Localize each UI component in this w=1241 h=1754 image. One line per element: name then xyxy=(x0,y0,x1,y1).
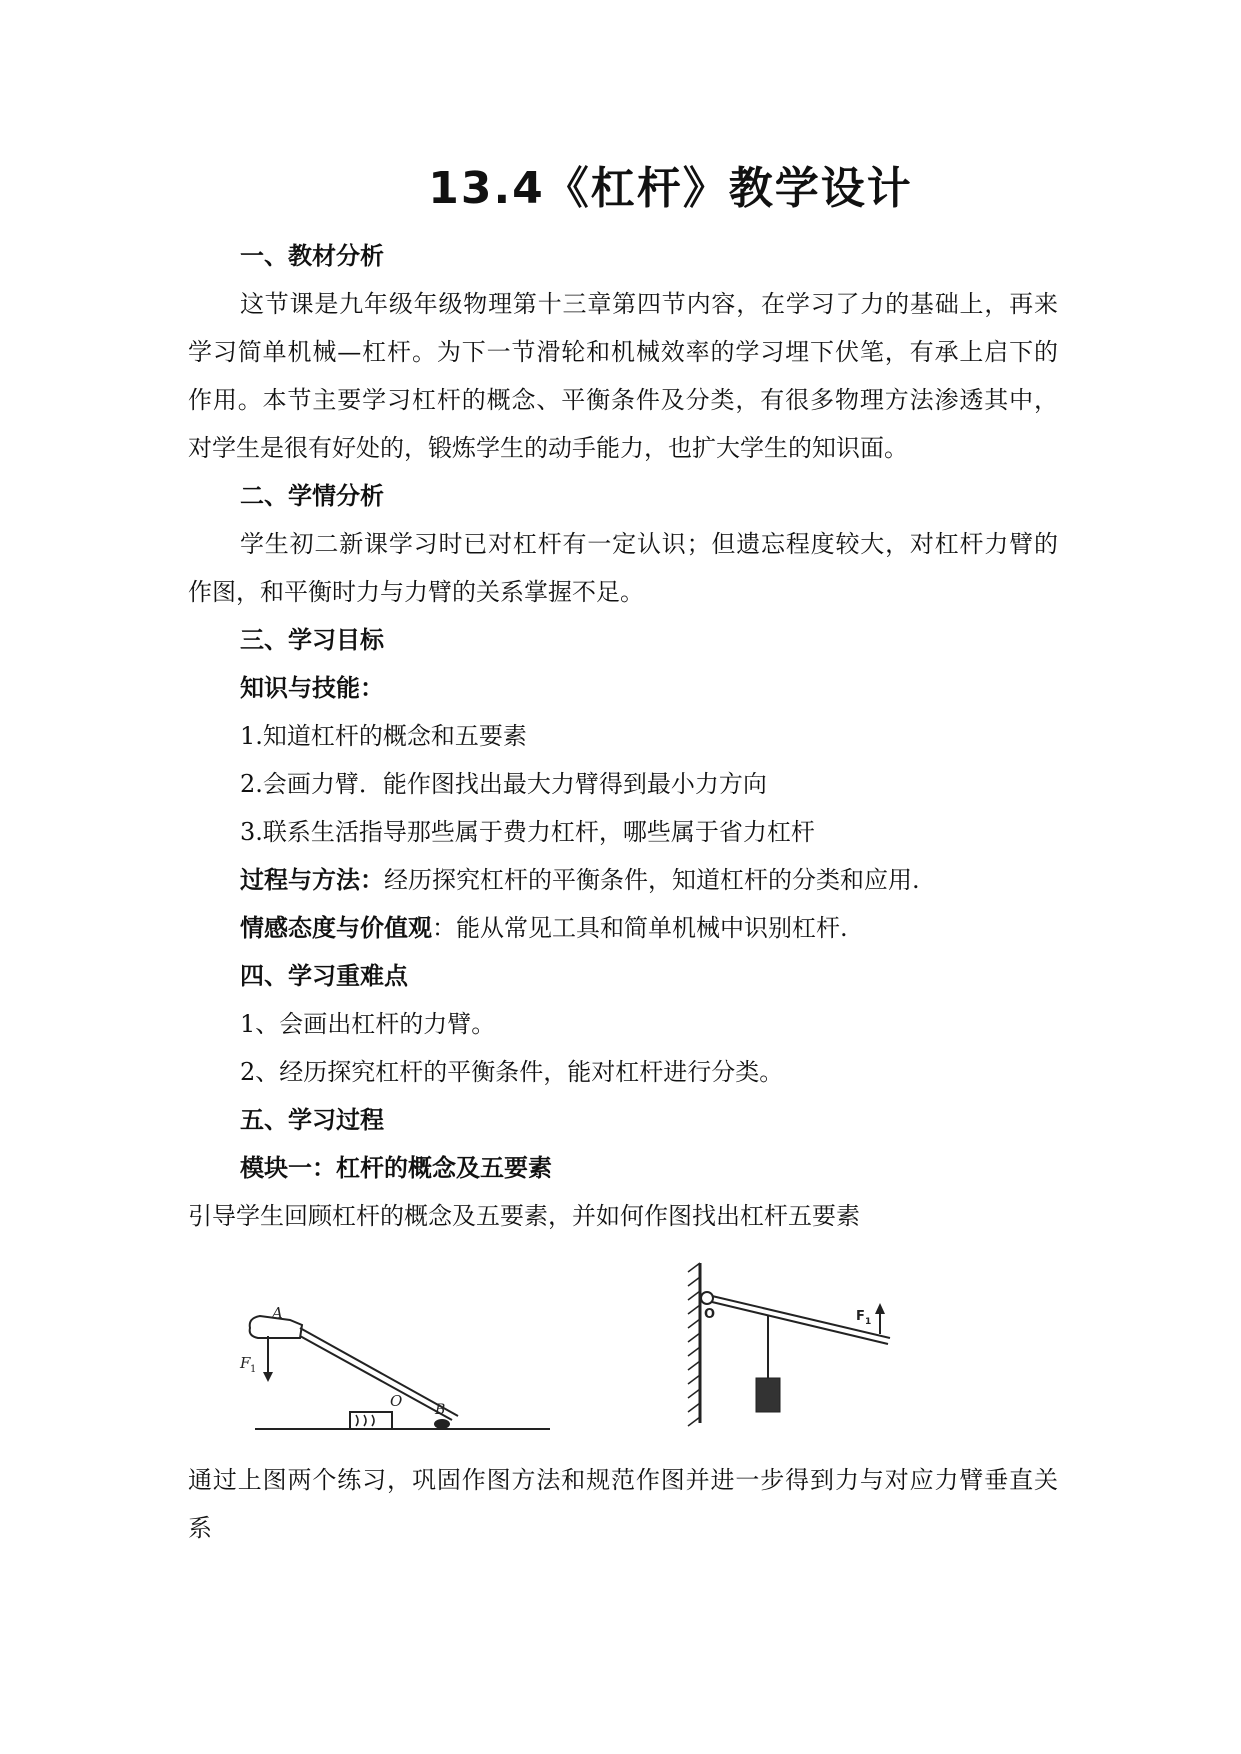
label-a: A xyxy=(272,1304,283,1322)
hanging-weight xyxy=(756,1378,780,1412)
label-f1-sub: 1 xyxy=(865,1317,872,1327)
process-text: 经历探究杠杆的平衡条件，知道杠杆的分类和应用. xyxy=(384,866,920,894)
process-label: 过程与方法： xyxy=(240,866,384,894)
process-line xyxy=(240,856,1110,904)
label-b: B xyxy=(435,1402,446,1418)
section-heading-1: 一、教材分析 xyxy=(240,242,384,270)
paragraph-line: 系 xyxy=(188,1514,212,1542)
block-shape xyxy=(350,1412,392,1429)
module-heading: 模块一：杠杆的概念及五要素 xyxy=(240,1154,552,1182)
pivot-circle xyxy=(701,1292,713,1304)
label-o: O xyxy=(704,1307,716,1322)
label-f1: F xyxy=(856,1309,865,1324)
label-f1: F xyxy=(240,1354,251,1372)
list-item: 2.会画力臂．能作图找出最大力臂得到最小力方向 xyxy=(240,770,767,798)
force-arrowhead xyxy=(263,1372,273,1382)
paragraph-line: 通过上图两个练习，巩固作图方法和规范作图并进一步得到力与对应力臂垂直关 xyxy=(188,1466,1058,1494)
list-item: 1、会画出杠杆的力臂。 xyxy=(240,1010,496,1038)
paragraph-line: 学习简单机械—杠杆。为下一节滑轮和机械效率的学习埋下伏笔，有承上启下的 xyxy=(188,338,1058,366)
paragraph-line: 这节课是九年级年级物理第十三章第四节内容，在学习了力的基础上，再来 xyxy=(240,290,1058,318)
emotion-text: ：能从常见工具和简单机械中识别杠杆. xyxy=(432,914,848,942)
page-title: 13.4《杠杆》教学设计 xyxy=(428,163,913,214)
block-hatch xyxy=(356,1415,374,1426)
object-b xyxy=(434,1419,450,1429)
lever-figure-left xyxy=(230,1290,560,1450)
label-o: O xyxy=(390,1392,403,1410)
paragraph-line: 对学生是很有好处的，锻炼学生的动手能力，也扩大学生的知识面。 xyxy=(188,434,908,462)
subheading-knowledge: 知识与技能： xyxy=(240,674,384,702)
section-heading-2: 二、学情分析 xyxy=(240,482,384,510)
emotion-line xyxy=(240,904,1110,952)
label-f1-sub: 1 xyxy=(250,1364,257,1375)
paragraph-line: 引导学生回顾杠杆的概念及五要素，并如何作图找出杠杆五要素 xyxy=(188,1202,860,1230)
section-heading-5: 五、学习过程 xyxy=(240,1106,384,1134)
force-arrowhead xyxy=(875,1303,885,1314)
lever-figure-right xyxy=(680,1258,900,1428)
list-item: 2、经历探究杠杆的平衡条件，能对杠杆进行分类。 xyxy=(240,1058,784,1086)
section-heading-3: 三、学习目标 xyxy=(240,626,384,654)
paragraph-line: 学生初二新课学习时已对杠杆有一定认识；但遗忘程度较大，对杠杆力臂的 xyxy=(240,530,1058,558)
shaft-line xyxy=(300,1336,452,1420)
list-item: 3.联系生活指导那些属于费力杠杆，哪些属于省力杠杆 xyxy=(240,818,815,846)
wall-hatch xyxy=(688,1263,700,1426)
list-item: 1.知道杠杆的概念和五要素 xyxy=(240,722,527,750)
emotion-label: 情感态度与价值观 xyxy=(240,914,432,942)
section-heading-4: 四、学习重难点 xyxy=(240,962,408,990)
paragraph-line: 作图，和平衡时力与力臂的关系掌握不足。 xyxy=(188,578,644,606)
paragraph-line: 作用。本节主要学习杠杆的概念、平衡条件及分类，有很多物理方法渗透其中， xyxy=(188,386,1058,414)
